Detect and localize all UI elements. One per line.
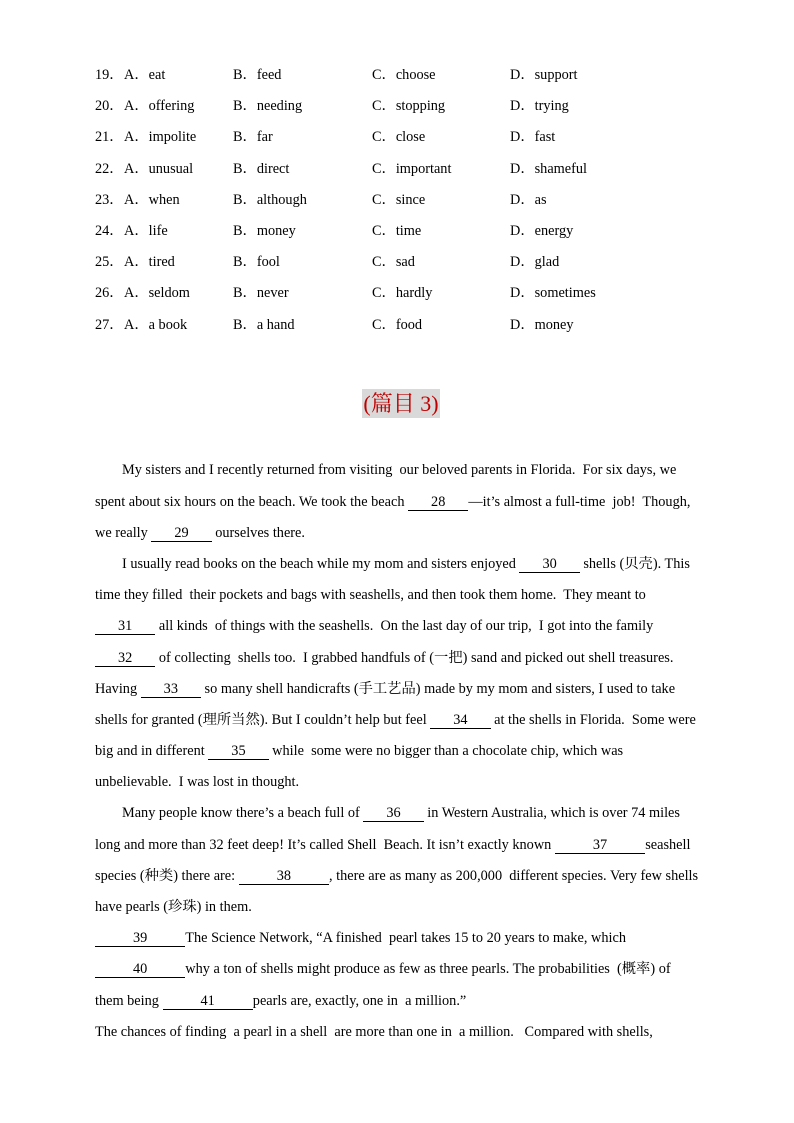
option-d: D．support [510,67,578,83]
option-cell [233,122,372,153]
option-c: C．hardly [372,285,433,302]
option-d: D．fast [510,129,556,146]
option-c: C．sad [372,254,415,271]
question-list [95,60,707,341]
question-row [95,247,707,278]
option-a: A．life [124,222,168,239]
answer-blank: 39 [95,930,185,947]
option-cell [372,247,510,278]
option-cell [95,122,233,153]
passage-paragraph [95,923,707,1017]
text-line: Many people know there’s a beach full of 36 in Western Australia, which is over 74 miles [122,805,680,822]
option-b: B．a hand [233,316,295,333]
answer-blank: 40 [95,961,185,978]
text-line: I usually read books on the beach while my mom and sisters enjoyed 30 shells (贝壳). This [122,555,690,572]
option-cell [372,278,510,309]
option-cell [233,278,372,309]
text-line: species (种类) there are: 38 , there are as many as 200,000 different species. Very few shells [95,867,699,884]
option-cell [510,60,707,91]
option-cell [372,60,510,91]
question-number: 22． [95,160,124,177]
question-row [95,310,707,341]
option-cell [95,60,233,91]
option-cell [510,310,707,341]
question-number: 24． [95,222,124,239]
question-number: 21． [95,129,124,146]
question-row [95,154,707,185]
question-row [95,216,707,247]
option-d: D．sometimes [510,285,596,302]
option-cell [372,185,510,216]
option-c: C．food [372,316,423,333]
text-line: long and more than 32 feet deep! It’s called Shell Beach. It isn’t exactly known 37 seashell [95,836,691,853]
answer-blank: 38 [239,868,329,885]
answer-blank: 28 [408,494,468,511]
option-cell [372,310,510,341]
text-line: big and in different 35 while some were no bigger than a chocolate chip, which was [95,743,624,760]
passage-paragraph [95,549,707,799]
text-line: spent about six hours on the beach. We took the beach 28 —it’s almost a full-time job! Though, [95,493,691,510]
text-line: time they filled their pockets and bags with seashells, and then took them home. They meant to [95,587,646,604]
answer-blank: 36 [363,805,423,822]
text-line: unbelievable. I was lost in thought. [95,774,300,791]
option-b: B．feed [233,67,282,83]
text-line: shells for granted (理所当然). But I couldn’t help but feel 34 at the shells in Florida. Some were [95,711,696,728]
option-cell [95,310,233,341]
section-title-wrapper [95,386,707,422]
answer-blank: 33 [141,681,201,698]
text-line: 32 of collecting shells too. I grabbed handfuls of (一把) sand and picked out shell treasures. [95,643,707,674]
text-line: 40 why a ton of shells might produce as few as three pearls. The probabilities (概率) of [95,954,707,985]
option-c: C．time [372,222,422,239]
question-row [95,60,707,91]
option-a: A．seldom [124,285,190,302]
option-cell [510,278,707,309]
option-cell [233,91,372,122]
text-line: 31 all kinds of things with the seashells. On the last day of our trip, I got into the family [95,611,707,642]
question-number: 20． [95,98,124,115]
option-cell [233,247,372,278]
option-d: D．shameful [510,160,588,177]
option-a: A．impolite [124,129,197,146]
answer-blank: 37 [555,837,645,854]
option-cell [510,185,707,216]
question-number: 25． [95,254,124,271]
option-c: C．since [372,191,426,208]
passage-paragraph [95,1017,707,1048]
text-line: have pearls (珍珠) in them. [95,899,252,916]
option-c: C．important [372,160,452,177]
option-b: B．never [233,285,289,302]
text-line: Having 33 so many shell handicrafts (手工艺品) made by my mom and sisters, I used to take [95,680,676,697]
option-b: B．money [233,222,296,239]
option-cell [95,91,233,122]
text-line: My sisters and I recently returned from visiting our beloved parents in Florida. For six days, we [122,462,677,479]
question-row [95,122,707,153]
question-number: 19． [95,67,124,83]
option-b: B．fool [233,254,280,271]
option-cell [510,122,707,153]
option-a: A．offering [124,98,195,115]
text-line: 39 The Science Network, “A finished pearl takes 15 to 20 years to make, which [95,923,707,954]
option-cell [95,247,233,278]
answer-blank: 35 [208,743,268,760]
option-c: C．choose [372,67,436,83]
answer-blank: 34 [430,712,490,729]
section-title: (篇目 3) [363,391,439,416]
option-cell [510,216,707,247]
option-cell [510,91,707,122]
question-row [95,278,707,309]
option-c: C．stopping [372,98,446,115]
question-number: 23． [95,191,124,208]
option-a: A．tired [124,254,175,271]
question-row [95,185,707,216]
option-cell [233,216,372,247]
option-d: D．money [510,316,574,333]
option-cell [95,278,233,309]
option-b: B．although [233,191,307,208]
text-line: them being 41 pearls are, exactly, one in a million.” [95,992,467,1009]
option-b: B．needing [233,98,303,115]
option-b: B．far [233,129,273,146]
option-cell [372,154,510,185]
text-line: The chances of finding a pearl in a shell are more than one in a million. Compared with shells, [95,1023,653,1040]
passage-paragraph [95,455,707,549]
question-number: 27． [95,316,124,333]
question-number: 26． [95,285,124,302]
answer-blank: 30 [519,556,579,573]
option-d: D．energy [510,222,574,239]
option-a: A．a book [124,316,188,333]
option-a: A．eat [124,67,166,83]
answer-blank: 29 [151,525,211,542]
option-d: D．glad [510,254,560,271]
option-cell [95,216,233,247]
option-cell [95,185,233,216]
option-a: A．unusual [124,160,194,177]
option-cell [233,310,372,341]
answer-blank: 32 [95,650,155,667]
option-a: A．when [124,191,180,208]
passage-paragraph [95,798,707,923]
option-cell [510,247,707,278]
option-c: C．close [372,129,426,146]
option-b: B．direct [233,160,290,177]
option-cell [372,122,510,153]
option-d: D．as [510,191,547,208]
question-row [95,91,707,122]
option-cell [372,91,510,122]
option-cell [510,154,707,185]
option-cell [233,60,372,91]
passage [95,455,707,1048]
text-line: we really 29 ourselves there. [95,524,305,541]
answer-blank: 41 [163,993,253,1010]
option-cell [233,154,372,185]
answer-blank: 31 [95,618,155,635]
option-cell [233,185,372,216]
option-cell [95,154,233,185]
option-d: D．trying [510,98,569,115]
option-cell [372,216,510,247]
